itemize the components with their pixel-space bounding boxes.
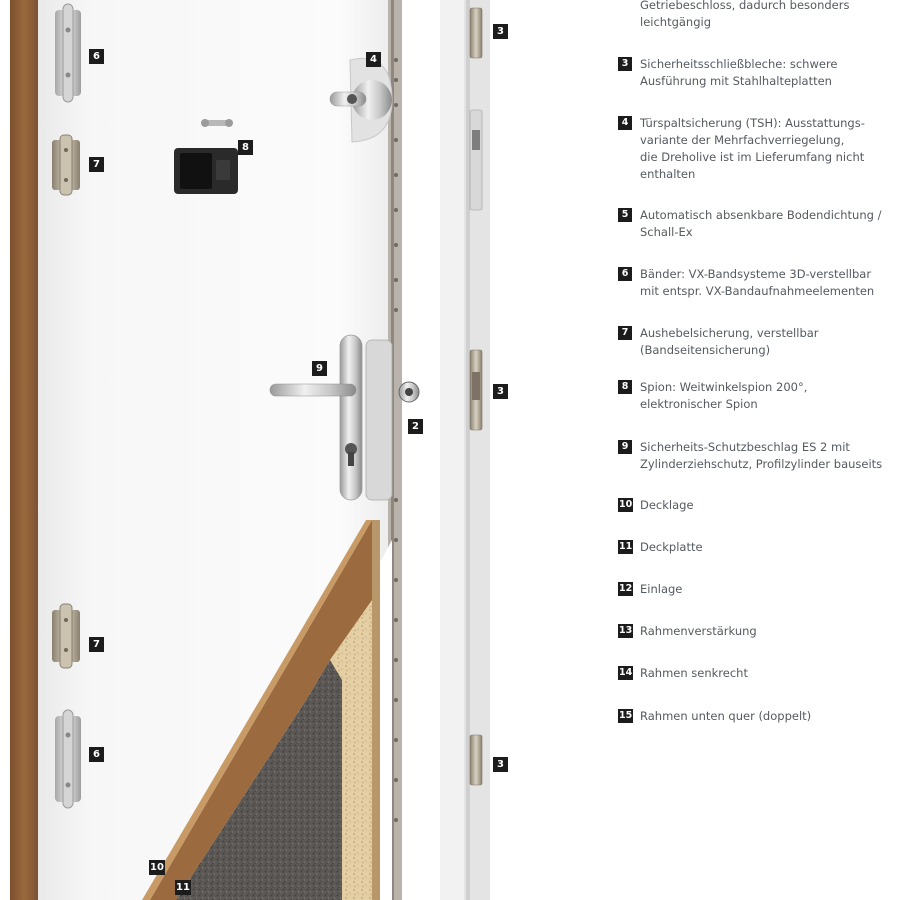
legend-text: Sicherheitsschließbleche: schwere Ausführung mit Stahlhalteplatten — [640, 57, 838, 88]
spy-hole — [201, 119, 233, 127]
legend-text: Deckplatte — [640, 540, 703, 554]
legend-badge: 6 — [618, 267, 632, 281]
callout-badge-7-bottom: 7 — [89, 637, 104, 652]
legend-text: Bänder: VX-Bandsysteme 3D-verstellbar mit entspr. VX-Bandaufnahmeelementen — [640, 267, 875, 298]
callout-badge-2: 2 — [408, 419, 423, 434]
legend-text: Decklage — [640, 498, 694, 512]
hinge-top — [55, 4, 81, 102]
legend-badge: 5 — [618, 208, 632, 222]
wooden-frame-left — [10, 0, 38, 900]
legend-text: Rahmen unten quer (doppelt) — [640, 709, 812, 723]
legend-text: Sicherheits-Schutzbeschlag ES 2 mit Zylinderziehschutz, Profilzylinder bauseits — [640, 440, 883, 471]
strike-plate-top — [470, 8, 482, 58]
strike-plate-bottom — [470, 735, 482, 785]
electronic-spy-hole — [174, 148, 238, 194]
callout-badge-8: 8 — [238, 140, 253, 155]
legend-item — [618, 497, 898, 514]
legend-badge: 13 — [619, 625, 633, 636]
callout-badge-11: 11 — [176, 882, 190, 893]
legend-item — [618, 325, 898, 359]
legend-badge: 14 — [619, 667, 633, 678]
legend-item — [618, 56, 898, 90]
antilift-top — [52, 135, 80, 195]
hinge-bottom — [55, 710, 81, 808]
door-frame-right — [440, 0, 464, 900]
legend-text: Einlage — [640, 582, 683, 596]
legend-text: Rahmen senkrecht — [640, 666, 748, 680]
callout-badge-3-bottom: 3 — [493, 757, 508, 772]
legend-text: Aushebelsicherung, verstellbar (Bandseitensicherung) — [640, 326, 819, 357]
legend-item — [618, 115, 898, 183]
legend-text: Türspaltsicherung (TSH): Ausstattungs- variante der Mehrfachverriegelung, die Dreholive ist im Lieferumfang nicht enthalten — [640, 116, 865, 181]
callout-badge-10: 10 — [150, 862, 164, 873]
legend-badge: 12 — [619, 583, 633, 594]
legend-item — [618, 708, 898, 725]
antilift-bottom — [52, 604, 80, 668]
callout-badge-6-top: 6 — [89, 49, 104, 64]
legend-item — [618, 379, 898, 413]
callout-badge-7-top: 7 — [89, 157, 104, 172]
legend-badge: 15 — [619, 710, 633, 721]
legend-badge: 8 — [618, 380, 632, 394]
legend-text: Rahmenverstärkung — [640, 624, 757, 638]
legend-badge: 3 — [618, 57, 632, 71]
legend-item — [618, 665, 898, 682]
legend-badge: 10 — [619, 499, 633, 510]
legend-item — [618, 0, 898, 31]
legend-item — [618, 623, 898, 640]
legend-item — [618, 266, 898, 300]
legend-text: Spion: Weitwinkelspion 200°, elektronischer Spion — [640, 380, 808, 411]
legend-badge: 7 — [618, 326, 632, 340]
callout-badge-6-bottom: 6 — [89, 747, 104, 762]
callout-badge-9: 9 — [312, 361, 327, 376]
legend-item — [618, 539, 898, 556]
callout-badge-4: 4 — [366, 52, 381, 67]
legend-item — [618, 207, 898, 241]
callout-badge-3-middle: 3 — [493, 384, 508, 399]
legend-badge: 4 — [618, 116, 632, 130]
legend-badge: 11 — [619, 541, 633, 552]
cutaway-frame-reinforcement — [372, 520, 380, 900]
legend-item — [618, 581, 898, 598]
legend-text: Automatisch absenkbare Bodendichtung / Schall-Ex — [640, 208, 882, 239]
legend-text: Getriebeschloss, dadurch besonders leichtgängig — [640, 0, 850, 29]
legend-badge: 9 — [618, 440, 632, 454]
legend-item — [618, 439, 898, 473]
callout-badge-3-top: 3 — [493, 24, 508, 39]
